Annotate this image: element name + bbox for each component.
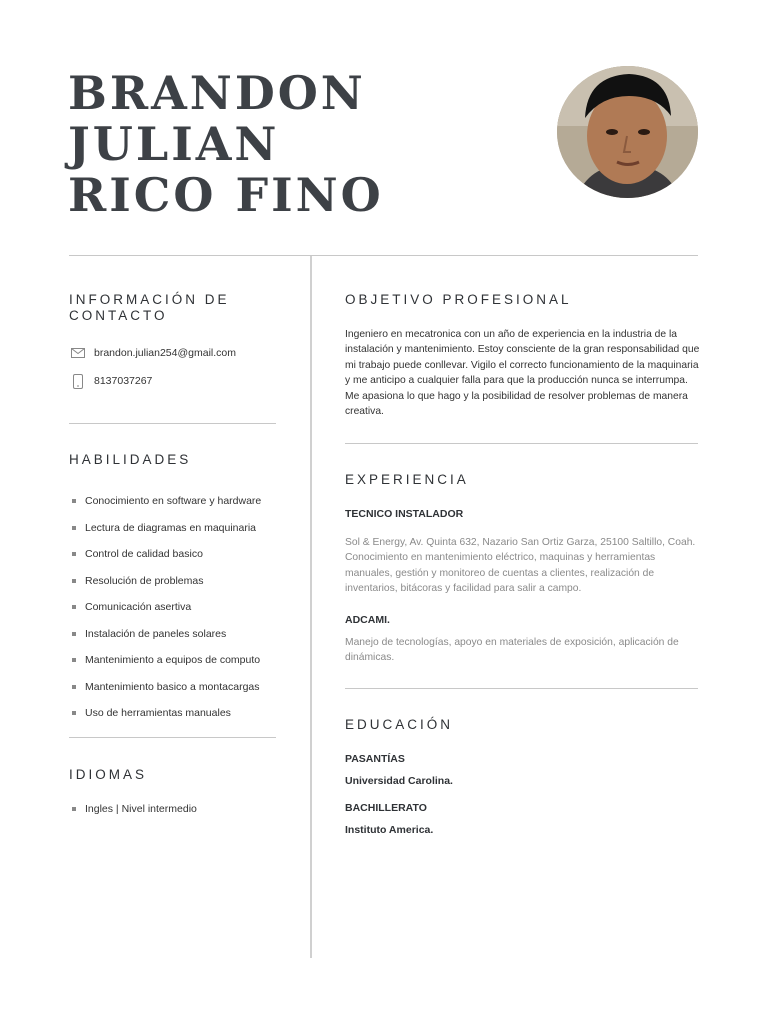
skills-divider (69, 737, 276, 738)
list-item: Conocimiento en software y hardware (72, 488, 261, 515)
skills-title: HABILIDADES (69, 452, 192, 467)
name-line-3: RICO FINO (68, 168, 384, 222)
list-item: Lectura de diagramas en maquinaria (72, 515, 261, 542)
job-description-2: Manejo de tecnologías, apoyo en materiales de exposición, aplicación de dinámicas. (345, 637, 679, 664)
contact-email-row (70, 345, 236, 361)
contact-phone-row (70, 373, 152, 389)
objective-title: OBJETIVO PROFESIONAL (345, 292, 572, 307)
contact-title: INFORMACIÓN DE CONTACTO (69, 292, 230, 323)
header-divider (69, 255, 698, 256)
name-line-2: JULIAN (68, 117, 280, 171)
experience-title: EXPERIENCIA (345, 472, 469, 487)
skills-list (72, 488, 261, 727)
contact-divider (69, 423, 276, 424)
education-level-1: PASANTÍAS (345, 753, 405, 765)
profile-photo (557, 66, 698, 198)
phone-icon (70, 373, 86, 389)
education-level-2: BACHILLERATO (345, 802, 427, 814)
languages-list (72, 801, 197, 817)
experience-divider (345, 688, 698, 689)
phone-text: 8137037267 (94, 375, 153, 387)
education-title: EDUCACIÓN (345, 717, 454, 732)
list-item: Mantenimiento basico a montacargas (72, 674, 261, 701)
list-item: Comunicación asertiva (72, 594, 261, 621)
list-item: Uso de herramientas manuales (72, 700, 261, 727)
education-institution-1: Universidad Carolina. (345, 775, 453, 787)
person-photo-icon (557, 66, 698, 198)
name-line-1: BRANDON (68, 66, 366, 120)
education-institution-2: Instituto America. (345, 824, 434, 836)
languages-title: IDIOMAS (69, 767, 148, 782)
list-item: Instalación de paneles solares (72, 621, 261, 648)
objective-divider (345, 443, 698, 444)
job-description-1: Sol & Energy, Av. Quinta 632, Nazario San Ortiz Garza, 25100 Saltillo, Coah. Conocimiento en mantenimiento eléctrico, maquinas y herramientas manuales, gestión y monitoreo de cuentas a clientes, realización de inventarios, bitácoras y facilidad para salir a campo. (345, 537, 696, 595)
mail-icon (70, 345, 86, 361)
list-item: Control de calidad basico (72, 541, 261, 568)
list-item: Ingles | Nivel intermedio (72, 801, 197, 817)
job-title-2: ADCAMI. (345, 614, 390, 626)
objective-text: Ingeniero en mecatronica con un año de experiencia en la industria de la instalación y mantenimiento. Estoy consciente de la gran responsabilidad que mi trabajo puede conllevar. Vigilo el correcto funcionamiento de la maquinaria y me anticipo a cualquier falla para que la producción nunca se interrumpa. Me apasiona lo que hago y la posibilidad de resolver problemas de manera creativa. (345, 329, 700, 418)
email-text: brandon.julian254@gmail.com (94, 347, 236, 359)
list-item: Mantenimiento a equipos de computo (72, 647, 261, 674)
full-name (68, 68, 384, 221)
list-item: Resolución de problemas (72, 568, 261, 595)
job-title-1: TECNICO INSTALADOR (345, 508, 464, 520)
column-divider (310, 256, 312, 958)
